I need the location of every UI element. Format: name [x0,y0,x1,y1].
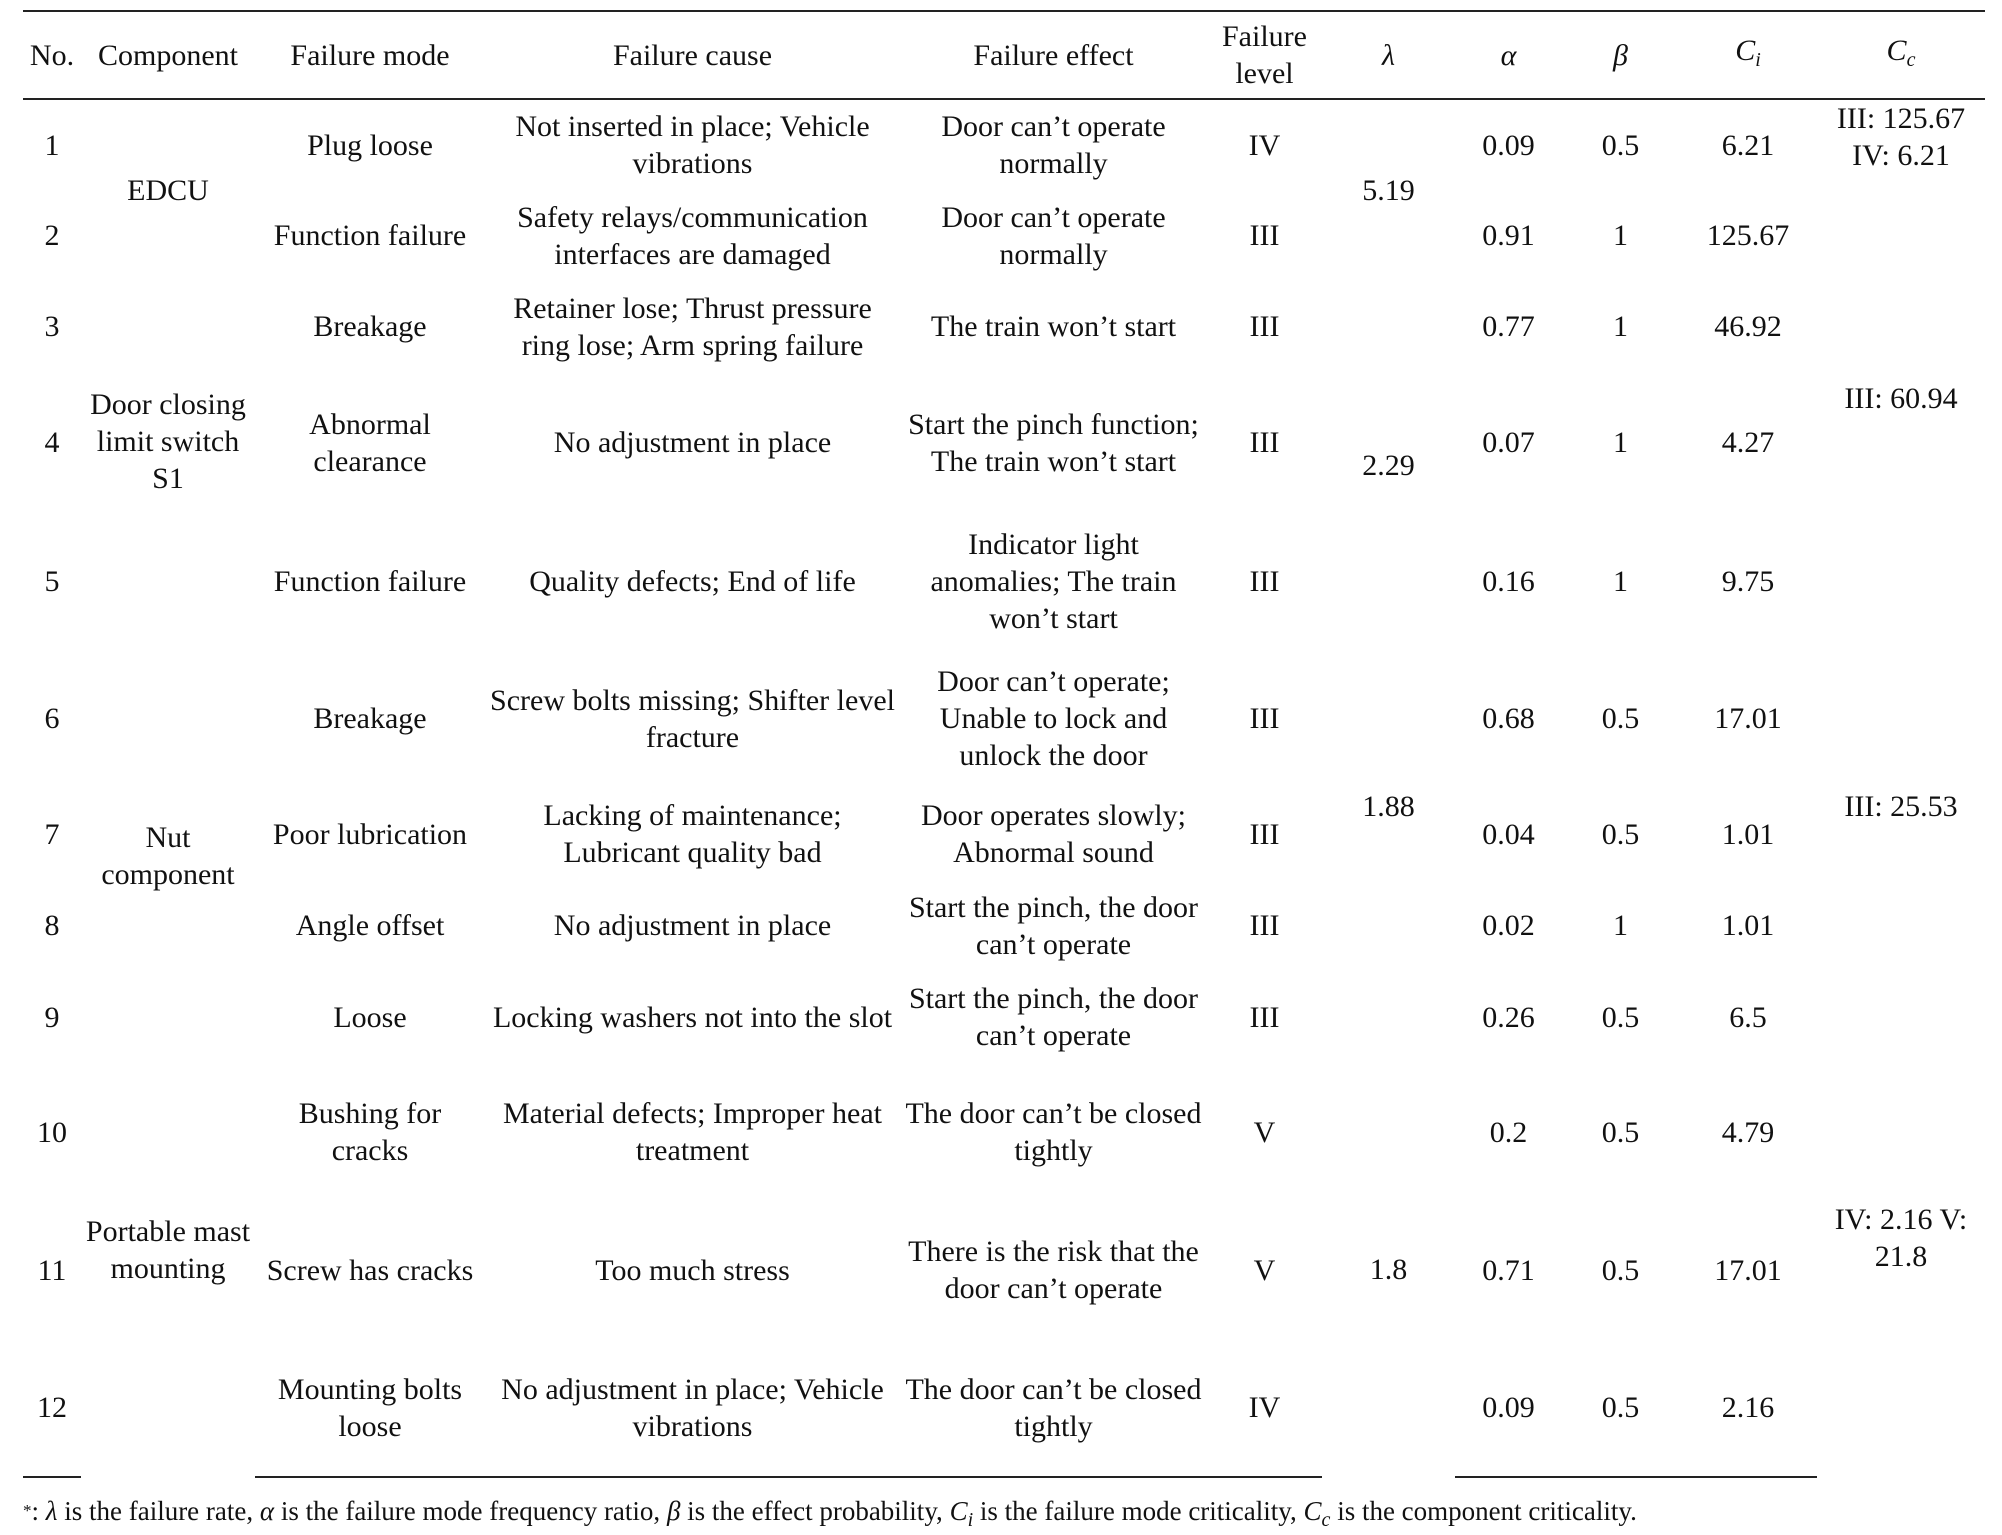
alpha-cell: 0.26 [1482,1000,1535,1034]
footnote-ci-subscript: i [967,1509,974,1531]
ci-cell: 17.01 [1714,1253,1782,1287]
beta-cell: 1 [1613,564,1628,598]
failure-level-cell: III [1249,219,1280,252]
beta-cell: 0.5 [1562,1339,1679,1477]
component-cell: Portable mast mounting [85,1215,251,1285]
ci-cell: 125.67 [1706,219,1790,252]
header-cc-letter: C [1886,33,1907,67]
failure-effect-cell: Door can’t operate normally [941,110,1166,180]
failure-cause-cell: Lacking of maintenance; Lubricant quality bad [543,799,842,869]
footnote-beta-text: is the effect probability, [680,1496,950,1526]
ci-cell: 2.16 [1679,1339,1817,1477]
failure-cause-cell: Not inserted in place; Vehicle vibrations [515,110,870,180]
table-row [23,1339,1985,1477]
beta-cell: 1 [1613,219,1628,252]
header-alpha: α [1455,11,1562,99]
ci-cell: 6.21 [1721,128,1775,162]
table-body [23,99,1985,1477]
alpha-cell: 0.09 [1455,1339,1562,1477]
footnote-marker: * [23,1501,32,1520]
table-footnote [23,1496,1985,1535]
footnote-ci-text: is the failure mode criticality, [973,1496,1304,1526]
alpha-cell: 0.68 [1482,702,1535,735]
footnote-alpha-text: is the failure mode frequency ratio, [274,1496,667,1526]
failure-cause-cell: Locking washers not into the slot [492,1000,893,1034]
table-row [23,880,1985,971]
header-no: No. [23,11,81,99]
ci-cell: 4.27 [1721,426,1775,459]
header-ci-subscript: i [1755,48,1761,71]
failure-effect-cell: There is the risk that the door can’t operate [908,1235,1199,1305]
header-component: Component [81,11,255,99]
component-criticality-cell: III: 25.53 [1844,790,1958,823]
alpha-cell: 0.07 [1482,426,1535,459]
table-row [23,1063,1985,1201]
beta-cell: 0.5 [1601,702,1640,735]
ci-cell: 1.01 [1721,909,1775,942]
beta-cell: 0.5 [1601,1115,1640,1149]
alpha-cell: 0.09 [1482,128,1535,162]
failure-level-cell: III [1249,426,1280,459]
failure-level-cell: III [1249,1000,1280,1034]
failure-level-cell: III [1249,702,1280,735]
beta-cell: 0.5 [1601,128,1640,162]
row-no: 11 [37,1253,67,1287]
footnote-cc-text: is the component criticality. [1330,1496,1637,1526]
failure-mode-cell: Breakage [313,310,427,343]
lambda-cell: 2.29 [1362,448,1415,482]
failure-cause-cell: Quality defects; End of life [529,564,856,598]
component-criticality-cell: IV: 2.16 V: 21.8 [1834,1203,1968,1273]
footnote-colon: : [31,1496,46,1526]
row-no: 2 [44,219,60,252]
failure-effect-cell: Door can’t operate normally [941,200,1166,271]
component-cell: Nut component [101,821,235,891]
header-failure-mode: Failure mode [255,11,485,99]
row-no: 1 [44,128,60,162]
header-beta: β [1562,11,1679,99]
failure-effect-cell: Door can’t operate; Unable to lock and unlock the door [937,665,1170,772]
failure-cause-cell: Too much stress [595,1253,790,1287]
component-criticality-cell: III: 60.94 [1844,382,1958,415]
failure-level-cell: III [1249,564,1280,598]
failure-cause-cell: Safety relays/communication interfaces are damaged [517,200,868,271]
table-row [23,649,1985,788]
failure-level-cell: III [1249,817,1280,851]
component-cell: Door closing limit switch S1 [90,388,246,495]
row-no: 7 [44,817,60,851]
table-row [23,190,1985,281]
alpha-cell: 0.91 [1482,219,1535,252]
beta-cell: 1 [1613,310,1628,343]
ci-cell: 17.01 [1714,702,1782,735]
failure-mode-cell: Abnormal clearance [309,407,431,478]
failure-mode-cell: Screw has cracks [266,1253,474,1287]
row-no: 5 [44,564,60,598]
beta-cell: 0.5 [1601,817,1640,851]
ci-cell: 6.5 [1729,1000,1767,1034]
failure-level-cell: IV [1248,128,1281,162]
failure-effect-cell: The train won’t start [930,310,1177,343]
row-no: 6 [44,702,60,735]
footnote-alpha-symbol: α [259,1496,275,1526]
header-failure-effect: Failure effect [900,11,1207,99]
failure-effect-cell: Start the pinch, the door can’t operate [908,890,1199,961]
row-no: 9 [44,1000,60,1034]
alpha-cell: 0.16 [1482,564,1535,598]
table-row [23,99,1985,190]
table-row [23,788,1985,880]
row-no: 10 [37,1115,67,1149]
row-no: 3 [44,310,60,343]
header-failure-level: Failure level [1207,11,1322,99]
failure-level-cell: V [1253,1115,1276,1149]
table-header [23,11,1985,99]
table-row [23,1201,1985,1339]
header-cc [1817,11,1985,99]
beta-cell: 0.5 [1601,1000,1640,1034]
lambda-cell: 5.19 [1362,174,1415,207]
table-row [23,513,1985,649]
failure-mode-cell: Mounting bolts loose [255,1339,485,1477]
alpha-cell: 0.02 [1482,909,1535,942]
alpha-cell: 0.2 [1489,1115,1528,1149]
header-cc-subscript: c [1906,48,1916,71]
header-lambda: λ [1322,11,1455,99]
failure-cause-cell: Retainer lose; Thrust pressure ring lose; Arm spring failure [513,291,872,362]
row-no: 8 [44,909,60,942]
failure-mode-cell: Plug loose [307,128,433,162]
header-ci [1679,11,1817,99]
row-no: 4 [44,426,60,459]
failure-cause-cell: No adjustment in place; Vehicle vibrations [485,1339,900,1477]
beta-cell: 1 [1613,426,1628,459]
failure-effect-cell: The door can’t be closed tightly [900,1339,1207,1477]
row-no: 12 [23,1339,81,1477]
lambda-cell: 1.88 [1362,790,1415,823]
footnote-cc-subscript: c [1321,1509,1331,1531]
beta-cell: 1 [1613,909,1628,942]
failure-effect-cell: Door operates slowly; Abnormal sound [921,799,1186,869]
failure-cause-cell: Screw bolts missing; Shifter level fracture [490,683,895,754]
failure-effect-cell: Indicator light anomalies; The train won’t start [930,527,1177,635]
footnote-ci-symbol: C [949,1496,968,1526]
failure-effect-cell: Start the pinch function; The train won’t start [908,407,1199,478]
failure-mode-cell: Breakage [313,702,427,735]
failure-mode-cell: Angle offset [295,909,445,942]
failure-cause-cell: No adjustment in place [553,426,832,459]
table-row [23,971,1985,1063]
footnote-cc-symbol: C [1303,1496,1322,1526]
failure-mode-cell: Function failure [273,219,467,252]
alpha-cell: 0.77 [1482,310,1535,343]
component-criticality-cell: III: 125.67 IV: 6.21 [1836,102,1966,172]
failure-effect-cell: Start the pinch, the door can’t operate [908,982,1199,1052]
failure-cause-cell: Material defects; Improper heat treatment [503,1097,882,1167]
failure-level-cell: V [1253,1253,1276,1287]
failure-cause-cell: No adjustment in place [553,909,832,942]
table-row [23,372,1985,513]
ci-cell: 1.01 [1721,817,1775,851]
ci-cell: 9.75 [1721,564,1775,598]
ci-cell: 4.79 [1721,1115,1775,1149]
failure-level-cell: IV [1207,1339,1322,1477]
alpha-cell: 0.71 [1482,1253,1535,1287]
failure-effect-cell: The door can’t be closed tightly [905,1097,1202,1167]
table-row [23,281,1985,372]
failure-mode-cell: Bushing for cracks [298,1097,442,1167]
failure-mode-cell: Loose [333,1000,407,1034]
footnote-lambda-text: is the failure rate, [57,1496,260,1526]
ci-cell: 46.92 [1714,310,1782,343]
alpha-cell: 0.04 [1482,817,1535,851]
failure-level-cell: III [1249,310,1280,343]
footnote-beta-symbol: β [666,1496,681,1526]
beta-cell: 0.5 [1601,1253,1640,1287]
fmeca-table [23,10,1985,1478]
header-ci-letter: C [1735,33,1756,67]
failure-mode-cell: Poor lubrication [272,817,468,851]
lambda-cell: 1.8 [1369,1253,1408,1286]
component-cell: EDCU [127,174,209,207]
footnote-lambda-symbol: λ [45,1496,58,1526]
failure-mode-cell: Function failure [273,564,467,598]
header-failure-cause: Failure cause [485,11,900,99]
failure-level-cell: III [1249,909,1280,942]
